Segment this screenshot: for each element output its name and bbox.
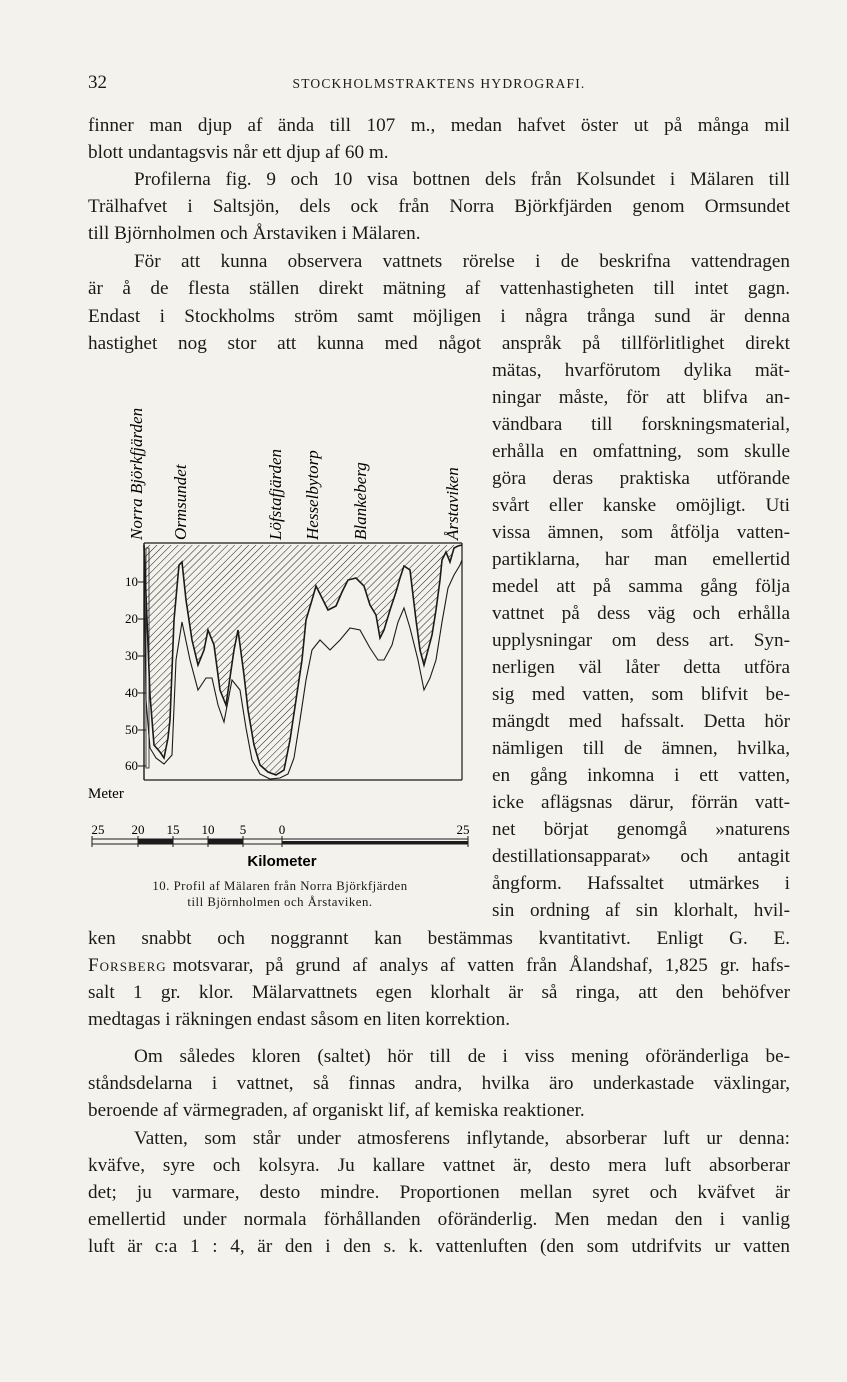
text-line: ståndsdelarna i vattnet, så finnas andra, hvilka äro underkastade växlingar,: [88, 1073, 790, 1094]
scale-tick-label: 10: [201, 822, 215, 837]
text-line: Om således kloren (saltet) hör till de i viss mening oföränderliga be-: [134, 1046, 790, 1067]
depth-tick-label: 30: [125, 648, 138, 663]
profile-diagram: [80, 360, 480, 880]
profile-water-area: [144, 545, 462, 775]
text-line: är å de flesta ställen direkt mätning af vattenhastigheten till intet gagn.: [88, 278, 790, 299]
scale-bar-segment: [138, 839, 173, 844]
text-line: mängdt med hafssalt. Detta hör: [492, 711, 790, 732]
scale-tick-label: 15: [166, 822, 180, 837]
text-line: göra deras praktiska utförande: [492, 468, 790, 489]
place-label-hesselbytorp: Hesselbytorp: [303, 450, 322, 540]
scale-tick-label: 25: [91, 822, 105, 837]
text-line: medel att på samma gång följa: [492, 576, 790, 597]
scale-bar-segment: [282, 841, 468, 844]
text-line: till Björnholmen och Årstaviken i Mälaren.: [88, 223, 421, 244]
text-line: vattnet på dess väg och erhålla: [492, 603, 790, 624]
depth-tick-label: 50: [125, 722, 138, 737]
text-line: Vatten, som står under atmosferens inflytande, absorberar luft ur denna:: [134, 1128, 790, 1149]
text-line: icke aflägsnas därur, förrän vatt-: [492, 792, 790, 813]
text-line: nämligen till de ämnen, hvilka,: [492, 738, 790, 759]
text-line: svårt eller kanske omöjligt. Uti: [492, 495, 790, 516]
place-label-lofstafjarden: Löfstafjärden: [266, 449, 285, 540]
text-line: sig med vatten, som blifvit be-: [492, 684, 790, 705]
text-line: partiklarna, har man emellertid: [492, 549, 790, 570]
caption-line: 10. Profil af Mälaren från Norra Björkfjärden: [152, 879, 408, 893]
author-name: Forsberg: [88, 955, 167, 976]
text-line: erhålla en omfattning, som skulle: [492, 441, 790, 462]
place-label-arstaviken: Årstaviken: [443, 467, 462, 540]
text-line: destillationsapparat» och antagit: [492, 846, 790, 867]
text-line: Profilerna fig. 9 och 10 visa bottnen dels från Kolsundet i Mälaren till: [134, 169, 790, 190]
text-line: Trälhafvet i Saltsjön, dels ock från Norra Björkfjärden genom Ormsundet: [88, 196, 790, 217]
place-label-norra-bjorkfjarden: Norra Björkfjärden: [127, 407, 146, 540]
text-line: kväfve, syre och kolsyra. Ju kallare vattnet är, desto mera luft absorberar: [88, 1155, 790, 1176]
scale-tick-label: 20: [131, 822, 145, 837]
text-line: finner man djup af ända till 107 m., medan hafvet öster ut på många mil: [88, 115, 790, 136]
text-line: blott undantagsvis når ett djup af 60 m.: [88, 142, 389, 163]
text-line-composite: [88, 952, 790, 979]
text-line: emellertid under normala förhållanden oföränderlig. Men medan den i vanlig: [88, 1209, 790, 1230]
text-line: upplysningar om dess art. Syn-: [492, 630, 790, 651]
depth-tick-label: 60: [125, 758, 138, 773]
depth-tick-label: 40: [125, 685, 138, 700]
text-line: nerligen väl låter detta utföra: [492, 657, 790, 678]
text-line: luft är c:a 1 : 4, är den i den s. k. vattenluften (den som utdrifvits ur vatten: [88, 1236, 790, 1257]
text-line: vissa ämnen, som åtfölja vatten-: [492, 522, 790, 543]
text-line: vändbara till forskningsmaterial,: [492, 414, 790, 435]
text-line: sin ordning af sin klorhalt, hvil-: [492, 900, 790, 921]
text-line: det; ju varmare, desto mindre. Proportionen mellan syret och kväfvet är: [88, 1182, 790, 1203]
caption-line: till Björnholmen och Årstaviken.: [187, 895, 373, 909]
page-header: [88, 72, 790, 96]
text-line: ken snabbt och noggrannt kan bestämmas kvantitativt. Enligt G. E.: [88, 928, 790, 949]
text-line: en gång inkomna i ett vatten,: [492, 765, 790, 786]
profile-figure: [80, 360, 480, 920]
text-line: mätas, hvarförutom dylika mät-: [492, 360, 790, 381]
depth-tick-label: 20: [125, 611, 138, 626]
depth-tick-label: 10: [125, 574, 138, 589]
running-title: STOCKHOLMSTRAKTENS HYDROGRAFI.: [292, 76, 586, 91]
scale-tick-label: 5: [239, 822, 247, 837]
text-line: net börjat genomgå »naturens: [492, 819, 790, 840]
text-line: Endast i Stockholms ström samt möjligen i några trånga sund är denna: [88, 306, 790, 327]
text-line: beroende af värmegraden, af organiskt lif, af kemiska reaktioner.: [88, 1100, 585, 1121]
text-fragment: motsvarar, på grund af analys af vatten från Ålandshaf, 1,825 gr. hafs-: [172, 955, 790, 976]
place-label-ormsundet: Ormsundet: [171, 464, 190, 540]
text-line: medtagas i räkningen endast såsom en liten korrektion.: [88, 1009, 511, 1030]
scale-tick-label: 0: [278, 822, 286, 837]
scale-tick-label: 25: [456, 822, 470, 837]
figure-caption: [80, 878, 480, 910]
scale-unit-label: Kilometer: [247, 853, 317, 870]
text-line: ångform. Hafssaltet utmärkes i: [492, 873, 790, 894]
depth-unit-label: Meter: [88, 786, 124, 802]
place-label-blankeberg: Blankeberg: [351, 462, 370, 540]
page-number: 32: [88, 72, 107, 93]
text-line: För att kunna observera vattnets rörelse i de beskrifna vattendragen: [134, 251, 790, 272]
scale-bar-segment: [208, 839, 243, 844]
text-line: hastighet nog stor att kunna med något anspråk på tillförlitlighet direkt: [88, 333, 790, 354]
text-line: ningar måste, för att blifva an-: [492, 387, 790, 408]
text-line: salt 1 gr. klor. Mälarvattnets egen klorhalt är så ringa, att den behöfver: [88, 982, 790, 1003]
